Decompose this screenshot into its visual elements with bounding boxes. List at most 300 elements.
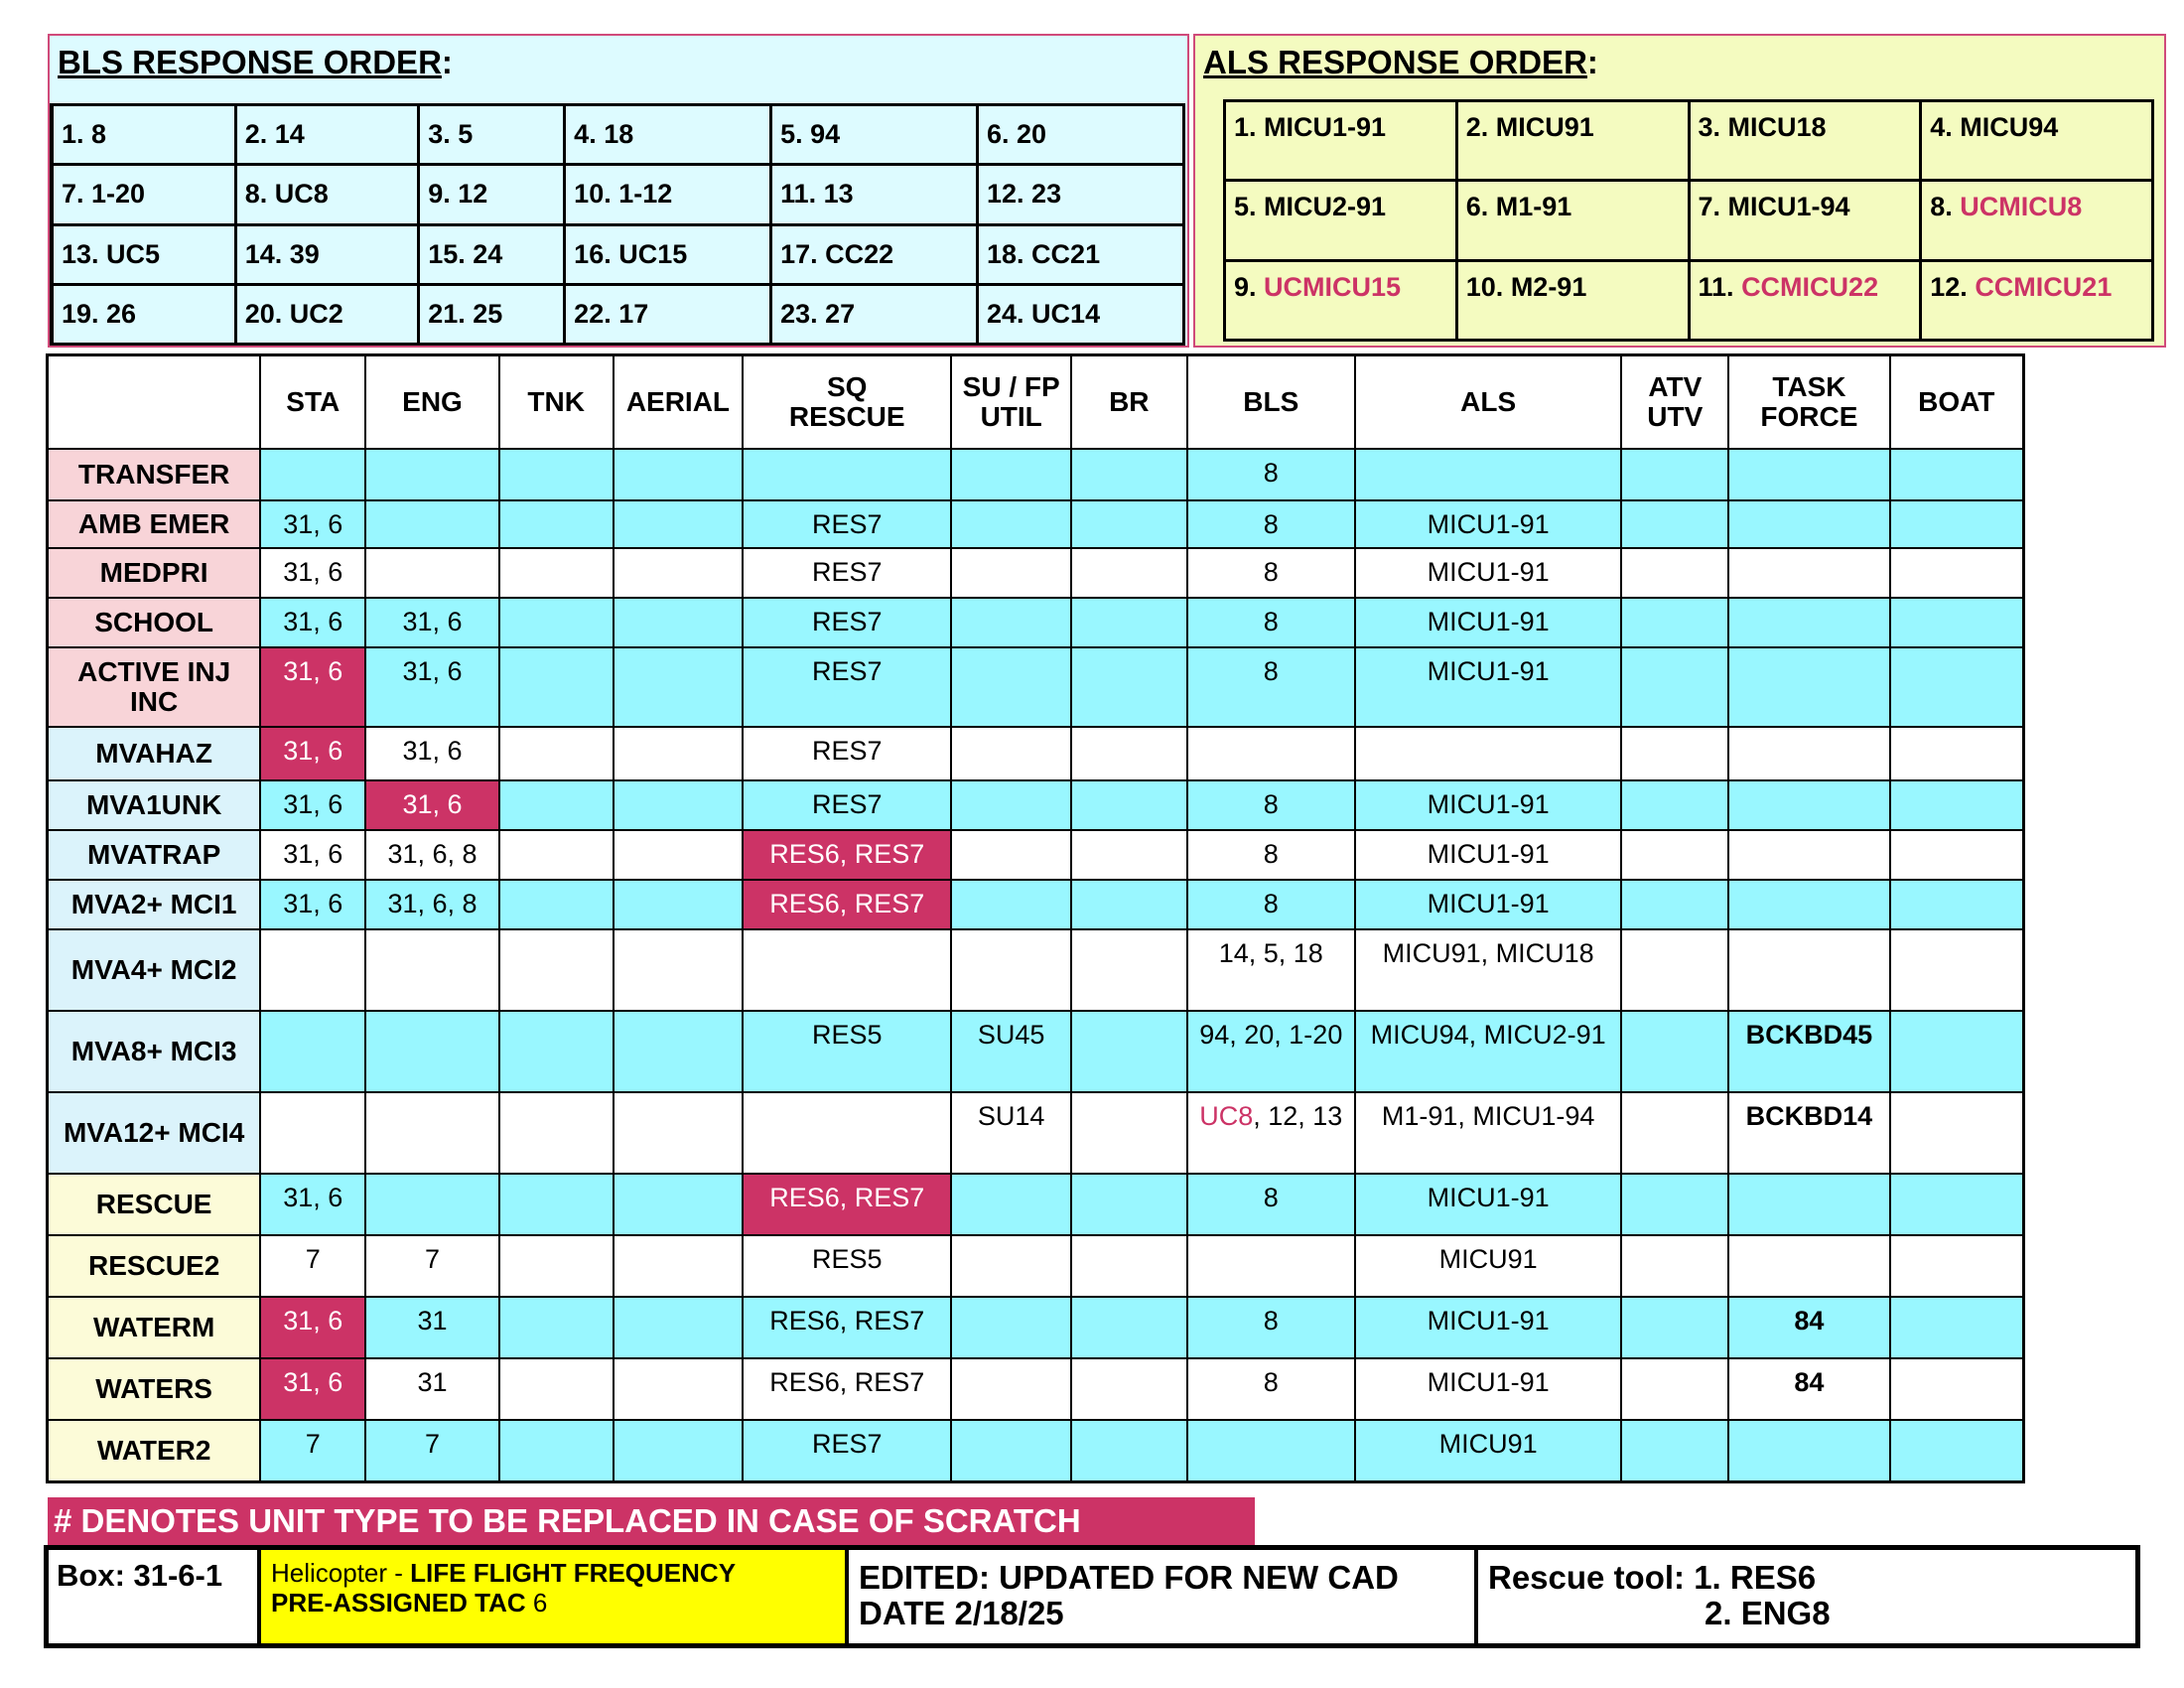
bls-order-cell: 5. 94: [771, 105, 978, 165]
row-label: WATERM: [48, 1297, 261, 1358]
grid-cell: [1890, 449, 2024, 500]
grid-cell: [1621, 1235, 1728, 1297]
grid-cell: [1621, 548, 1728, 598]
grid-cell: MICU1-91: [1355, 598, 1621, 647]
grid-cell: 31: [365, 1358, 498, 1420]
column-header: TNK: [499, 355, 614, 450]
grid-cell: 14, 5, 18: [1187, 929, 1356, 1011]
als-order-number: 7.: [1698, 192, 1721, 222]
grid-cell: [260, 1011, 365, 1092]
grid-cell: [614, 449, 744, 500]
grid-cell: 84: [1728, 1297, 1889, 1358]
grid-cell: [951, 1420, 1071, 1481]
grid-cell: [499, 500, 614, 548]
grid-cell: [1621, 1358, 1728, 1420]
grid-cell: [1728, 1420, 1889, 1481]
row-label: MEDPRI: [48, 548, 261, 598]
grid-cell: [499, 1235, 614, 1297]
grid-cell: [1890, 647, 2024, 727]
als-order-cell: [1921, 181, 2153, 260]
grid-cell: [260, 449, 365, 500]
grid-cell: [499, 1174, 614, 1235]
row-label: TRANSFER: [48, 449, 261, 500]
row-label: WATERS: [48, 1358, 261, 1420]
row-label: MVAHAZ: [48, 727, 261, 780]
als-order-unit: MICU91: [1495, 112, 1594, 142]
grid-cell: [614, 929, 744, 1011]
grid-cell: [1728, 500, 1889, 548]
grid-cell: 7: [260, 1235, 365, 1297]
bls-order-cell: 22. 17: [565, 284, 771, 344]
als-order-unit: MICU94: [1960, 112, 2059, 142]
grid-cell: [260, 929, 365, 1011]
grid-cell: [1621, 598, 1728, 647]
grid-cell: [1890, 500, 2024, 548]
grid-cell: 31, 6: [260, 830, 365, 880]
bls-order-cell: 18. CC21: [978, 224, 1184, 284]
grid-cell: MICU1-91: [1355, 780, 1621, 830]
grid-cell: [1890, 1358, 2024, 1420]
column-header: STA: [260, 355, 365, 450]
grid-cell: RES6, RES7: [743, 1297, 951, 1358]
edited-line: EDITED: UPDATED FOR NEW CAD: [859, 1559, 1399, 1596]
grid-row: [48, 830, 2024, 880]
grid-cell: [1890, 598, 2024, 647]
column-header: SQ RESCUE: [743, 355, 951, 450]
grid-cell: 31, 6: [260, 780, 365, 830]
column-header: TASK FORCE: [1728, 355, 1889, 450]
grid-row: [48, 449, 2024, 500]
grid-cell: [1890, 1092, 2024, 1174]
grid-cell: [1071, 1092, 1186, 1174]
bls-order-cell: 15. 24: [419, 224, 565, 284]
grid-cell: MICU1-91: [1355, 1174, 1621, 1235]
grid-cell: [1621, 1420, 1728, 1481]
grid-cell: [1355, 727, 1621, 780]
grid-cell: 8: [1187, 780, 1356, 830]
grid-cell: [951, 647, 1071, 727]
als-order-number: 10.: [1465, 271, 1504, 302]
grid-cell: [499, 1092, 614, 1174]
als-order-number: 12.: [1930, 271, 1968, 302]
grid-cell: [1890, 1011, 2024, 1092]
grid-cell: [1071, 880, 1186, 929]
bls-order-table: [50, 103, 1185, 346]
grid-cell: [1728, 647, 1889, 727]
grid-cell: [951, 1297, 1071, 1358]
grid-cell: [951, 548, 1071, 598]
grid-row: [48, 500, 2024, 548]
grid-cell: [1071, 780, 1186, 830]
als-order-unit: UCMICU15: [1264, 271, 1402, 302]
bls-order-cell: 2. 14: [235, 105, 418, 165]
grid-cell: [1071, 1011, 1186, 1092]
als-order-number: 3.: [1698, 112, 1721, 142]
grid-cell: 31, 6: [260, 1358, 365, 1420]
grid-cell: [951, 500, 1071, 548]
grid-cell: RES7: [743, 1420, 951, 1481]
grid-cell: 31, 6: [260, 548, 365, 598]
als-order-cell: [1456, 260, 1689, 340]
grid-row: [48, 727, 2024, 780]
grid-cell: 31, 6: [365, 647, 498, 727]
grid-cell: 7: [260, 1420, 365, 1481]
row-label: MVATRAP: [48, 830, 261, 880]
row-label: RESCUE2: [48, 1235, 261, 1297]
grid-cell: MICU94, MICU2-91: [1355, 1011, 1621, 1092]
grid-cell: [1071, 598, 1186, 647]
column-header: BOAT: [1890, 355, 2024, 450]
grid-cell: MICU1-91: [1355, 647, 1621, 727]
grid-cell: [951, 1358, 1071, 1420]
als-order-unit: MICU2-91: [1264, 192, 1387, 222]
grid-cell: RES7: [743, 647, 951, 727]
grid-row: [48, 1358, 2024, 1420]
grid-cell: [499, 598, 614, 647]
bls-order-cell: 10. 1-12: [565, 165, 771, 224]
grid-cell: [1728, 727, 1889, 780]
grid-cell: [743, 1092, 951, 1174]
grid-cell: [1728, 780, 1889, 830]
edited-note: [849, 1550, 1478, 1643]
als-order-cell: [1456, 181, 1689, 260]
grid-cell: 31, 6: [260, 1297, 365, 1358]
grid-cell: [1728, 1174, 1889, 1235]
als-row: [1225, 260, 2153, 340]
grid-cell: [951, 780, 1071, 830]
column-header: SU / FP UTIL: [951, 355, 1071, 450]
grid-cell: [614, 647, 744, 727]
bls-order-cell: 11. 13: [771, 165, 978, 224]
red-unit: UC8: [1199, 1101, 1254, 1131]
bls-title: BLS RESPONSE ORDER:: [58, 44, 453, 80]
grid-cell: MICU1-91: [1355, 880, 1621, 929]
als-order-unit: CCMICU21: [1975, 271, 2113, 302]
grid-cell: MICU1-91: [1355, 830, 1621, 880]
grid-cell: MICU1-91: [1355, 1297, 1621, 1358]
grid-cell: [365, 500, 498, 548]
grid-cell: RES7: [743, 548, 951, 598]
grid-cell: [1187, 1420, 1356, 1481]
grid-cell: [1071, 929, 1186, 1011]
als-order-number: 11.: [1698, 271, 1734, 302]
grid-cell: 8: [1187, 500, 1356, 548]
grid-cell: RES7: [743, 780, 951, 830]
grid-cell: [1890, 727, 2024, 780]
grid-cell: 31, 6: [365, 727, 498, 780]
grid-cell: [614, 727, 744, 780]
row-label: ACTIVE INJ INC: [48, 647, 261, 727]
grid-cell: [1621, 780, 1728, 830]
bls-order-cell: 20. UC2: [235, 284, 418, 344]
grid-cell: BCKBD14: [1728, 1092, 1889, 1174]
header-corner: [48, 355, 261, 450]
als-order-unit: MICU1-94: [1727, 192, 1850, 222]
grid-cell: [499, 1358, 614, 1420]
grid-cell: [365, 929, 498, 1011]
grid-cell: 8: [1187, 1174, 1356, 1235]
als-row: [1225, 101, 2153, 181]
grid-cell: SU45: [951, 1011, 1071, 1092]
grid-cell: [499, 449, 614, 500]
grid-cell: MICU1-91: [1355, 548, 1621, 598]
grid-cell: 84: [1728, 1358, 1889, 1420]
grid-cell: [1621, 1092, 1728, 1174]
grid-cell: [1621, 500, 1728, 548]
bls-order-cell: 4. 18: [565, 105, 771, 165]
bls-order-cell: 3. 5: [419, 105, 565, 165]
grid-cell: 31, 6: [260, 647, 365, 727]
grid-row: [48, 647, 2024, 727]
grid-cell: [1728, 830, 1889, 880]
grid-cell: [614, 830, 744, 880]
bls-order-cell: 8. UC8: [235, 165, 418, 224]
grid-row: [48, 1092, 2024, 1174]
bls-row: [52, 165, 1184, 224]
grid-cell: [743, 929, 951, 1011]
grid-cell: [614, 880, 744, 929]
row-label: MVA1UNK: [48, 780, 261, 830]
bls-order-cell: 13. UC5: [52, 224, 235, 284]
grid-cell: [1728, 1235, 1889, 1297]
helicopter-prefix: Helicopter -: [271, 1558, 411, 1588]
grid-cell: [1187, 727, 1356, 780]
life-flight-frequency: LIFE FLIGHT FREQUENCY: [410, 1558, 737, 1588]
grid-cell: [499, 780, 614, 830]
grid-cell: [614, 1174, 744, 1235]
grid-cell: 31, 6: [260, 880, 365, 929]
grid-cell: RES6, RES7: [743, 1358, 951, 1420]
grid-cell: [1890, 1235, 2024, 1297]
als-order-unit: M1-91: [1495, 192, 1572, 222]
grid-cell: [614, 500, 744, 548]
grid-row: [48, 1235, 2024, 1297]
grid-cell: [1355, 449, 1621, 500]
bls-row: [52, 105, 1184, 165]
als-order-unit: CCMICU22: [1741, 271, 1879, 302]
grid-row: [48, 1174, 2024, 1235]
grid-row: [48, 880, 2024, 929]
grid-cell: [1890, 780, 2024, 830]
grid-cell: [1621, 929, 1728, 1011]
grid-cell: [614, 1297, 744, 1358]
pre-assigned-tac-label: PRE-ASSIGNED TAC: [271, 1588, 533, 1618]
column-header: BR: [1071, 355, 1186, 450]
grid-cell: 7: [365, 1235, 498, 1297]
bls-order-cell: 19. 26: [52, 284, 235, 344]
grid-cell: 8: [1187, 449, 1356, 500]
grid-cell: [1890, 1174, 2024, 1235]
grid-cell: MICU91: [1355, 1235, 1621, 1297]
grid-cell: 31, 6: [260, 500, 365, 548]
grid-cell: [1621, 727, 1728, 780]
grid-cell: [499, 1011, 614, 1092]
bls-order-cell: 17. CC22: [771, 224, 978, 284]
grid-cell: [614, 598, 744, 647]
grid-cell: 31, 6: [260, 1174, 365, 1235]
bls-order-cell: 12. 23: [978, 165, 1184, 224]
grid-cell: [499, 727, 614, 780]
als-response-order-panel: [1193, 34, 2166, 348]
grid-cell: [1071, 1297, 1186, 1358]
bls-order-cell: 21. 25: [419, 284, 565, 344]
grid-cell: [1728, 880, 1889, 929]
row-label: RESCUE: [48, 1174, 261, 1235]
grid-cell: 31, 6: [365, 780, 498, 830]
grid-cell: [1071, 1420, 1186, 1481]
grid-cell: [614, 1358, 744, 1420]
grid-cell: [1071, 727, 1186, 780]
column-header: ENG: [365, 355, 498, 450]
grid-cell: [1890, 1297, 2024, 1358]
grid-cell: 7: [365, 1420, 498, 1481]
bls-order-cell: 14. 39: [235, 224, 418, 284]
grid-cell: 8: [1187, 830, 1356, 880]
helicopter-info: [261, 1550, 849, 1643]
grid-cell: [365, 1174, 498, 1235]
als-order-number: 8.: [1930, 192, 1953, 222]
als-order-cell: [1689, 181, 1921, 260]
grid-cell: [499, 830, 614, 880]
grid-cell: [951, 449, 1071, 500]
grid-cell: [1621, 449, 1728, 500]
grid-cell: [951, 727, 1071, 780]
grid-cell: [1890, 830, 2024, 880]
grid-cell: [1071, 1174, 1186, 1235]
grid-cell: 31, 6: [260, 598, 365, 647]
footer-bar: [44, 1545, 2140, 1648]
grid-cell: [951, 880, 1071, 929]
grid-cell: [1621, 880, 1728, 929]
grid-cell: 8: [1187, 1297, 1356, 1358]
grid-cell: MICU91: [1355, 1420, 1621, 1481]
als-order-number: 1.: [1234, 112, 1257, 142]
grid-row: [48, 1011, 2024, 1092]
rescue-tool-line2: 2. ENG8: [1705, 1595, 1831, 1631]
grid-row: [48, 1297, 2024, 1358]
rescue-tool-note: [1478, 1550, 2135, 1643]
grid-cell: [1621, 830, 1728, 880]
grid-cell: [499, 1420, 614, 1481]
grid-cell: RES7: [743, 500, 951, 548]
grid-cell: RES6, RES7: [743, 830, 951, 880]
grid-cell: RES6, RES7: [743, 880, 951, 929]
grid-row: [48, 548, 2024, 598]
bls-order-cell: 9. 12: [419, 165, 565, 224]
grid-cell: 31, 6, 8: [365, 830, 498, 880]
grid-cell: [499, 647, 614, 727]
grid-cell: BCKBD45: [1728, 1011, 1889, 1092]
grid-cell: 94, 20, 1-20: [1187, 1011, 1356, 1092]
als-order-number: 9.: [1234, 271, 1257, 302]
bls-row: [52, 224, 1184, 284]
row-label: WATER2: [48, 1420, 261, 1481]
grid-cell: [365, 1092, 498, 1174]
grid-row: [48, 929, 2024, 1011]
grid-cell: [1890, 548, 2024, 598]
grid-cell: [1071, 548, 1186, 598]
grid-cell: [1071, 647, 1186, 727]
grid-cell: [1071, 500, 1186, 548]
grid-cell: RES6, RES7: [743, 1174, 951, 1235]
grid-cell: [499, 1297, 614, 1358]
column-header: ATV UTV: [1621, 355, 1728, 450]
grid-cell: [951, 830, 1071, 880]
edited-date: DATE 2/18/25: [859, 1595, 1064, 1631]
als-order-cell: [1225, 181, 1457, 260]
grid-cell: [951, 1174, 1071, 1235]
cell-rest: , 12, 13: [1253, 1101, 1343, 1131]
grid-row: [48, 598, 2024, 647]
grid-cell: [1890, 929, 2024, 1011]
grid-cell: [614, 1011, 744, 1092]
grid-cell: 31, 6, 8: [365, 880, 498, 929]
als-order-cell: [1921, 260, 2153, 340]
grid-cell: [1728, 548, 1889, 598]
grid-cell: [1728, 598, 1889, 647]
row-label: MVA2+ MCI1: [48, 880, 261, 929]
grid-cell: 8: [1187, 548, 1356, 598]
grid-cell: [1621, 1174, 1728, 1235]
als-order-unit: MICU1-91: [1264, 112, 1387, 142]
grid-cell: [1621, 1011, 1728, 1092]
grid-cell: [1071, 449, 1186, 500]
grid-header-row: [48, 355, 2024, 450]
als-order-cell: [1225, 260, 1457, 340]
grid-cell: [614, 1420, 744, 1481]
grid-cell: [499, 548, 614, 598]
grid-cell: [1890, 880, 2024, 929]
grid-cell: [743, 449, 951, 500]
bls-order-cell: 6. 20: [978, 105, 1184, 165]
grid-cell: [614, 780, 744, 830]
grid-cell: 31: [365, 1297, 498, 1358]
grid-row: [48, 1420, 2024, 1481]
als-row: [1225, 181, 2153, 260]
grid-cell: [365, 449, 498, 500]
grid-cell: [1071, 830, 1186, 880]
grid-cell: [499, 880, 614, 929]
bls-order-cell: 1. 8: [52, 105, 235, 165]
grid-cell: MICU1-91: [1355, 500, 1621, 548]
grid-cell: [1621, 647, 1728, 727]
als-order-cell: [1456, 101, 1689, 181]
grid-cell: [951, 1235, 1071, 1297]
column-header: BLS: [1187, 355, 1356, 450]
grid-cell: [499, 929, 614, 1011]
bls-row: [52, 284, 1184, 344]
grid-cell: [1728, 449, 1889, 500]
grid-cell: [614, 1092, 744, 1174]
grid-cell: RES7: [743, 727, 951, 780]
grid-cell: M1-91, MICU1-94: [1355, 1092, 1621, 1174]
grid-cell: [1621, 1297, 1728, 1358]
bls-order-cell: 16. UC15: [565, 224, 771, 284]
grid-cell: 31, 6: [260, 727, 365, 780]
grid-cell: MICU91, MICU18: [1355, 929, 1621, 1011]
als-order-number: 2.: [1465, 112, 1489, 142]
grid-cell: RES7: [743, 598, 951, 647]
row-label: SCHOOL: [48, 598, 261, 647]
als-order-cell: [1921, 101, 2153, 181]
als-order-number: 6.: [1465, 192, 1489, 222]
grid-cell: [951, 929, 1071, 1011]
als-order-number: 5.: [1234, 192, 1257, 222]
bls-order-cell: 23. 27: [771, 284, 978, 344]
grid-row: [48, 780, 2024, 830]
als-order-unit: M2-91: [1510, 271, 1587, 302]
grid-cell: MICU1-91: [1355, 1358, 1621, 1420]
